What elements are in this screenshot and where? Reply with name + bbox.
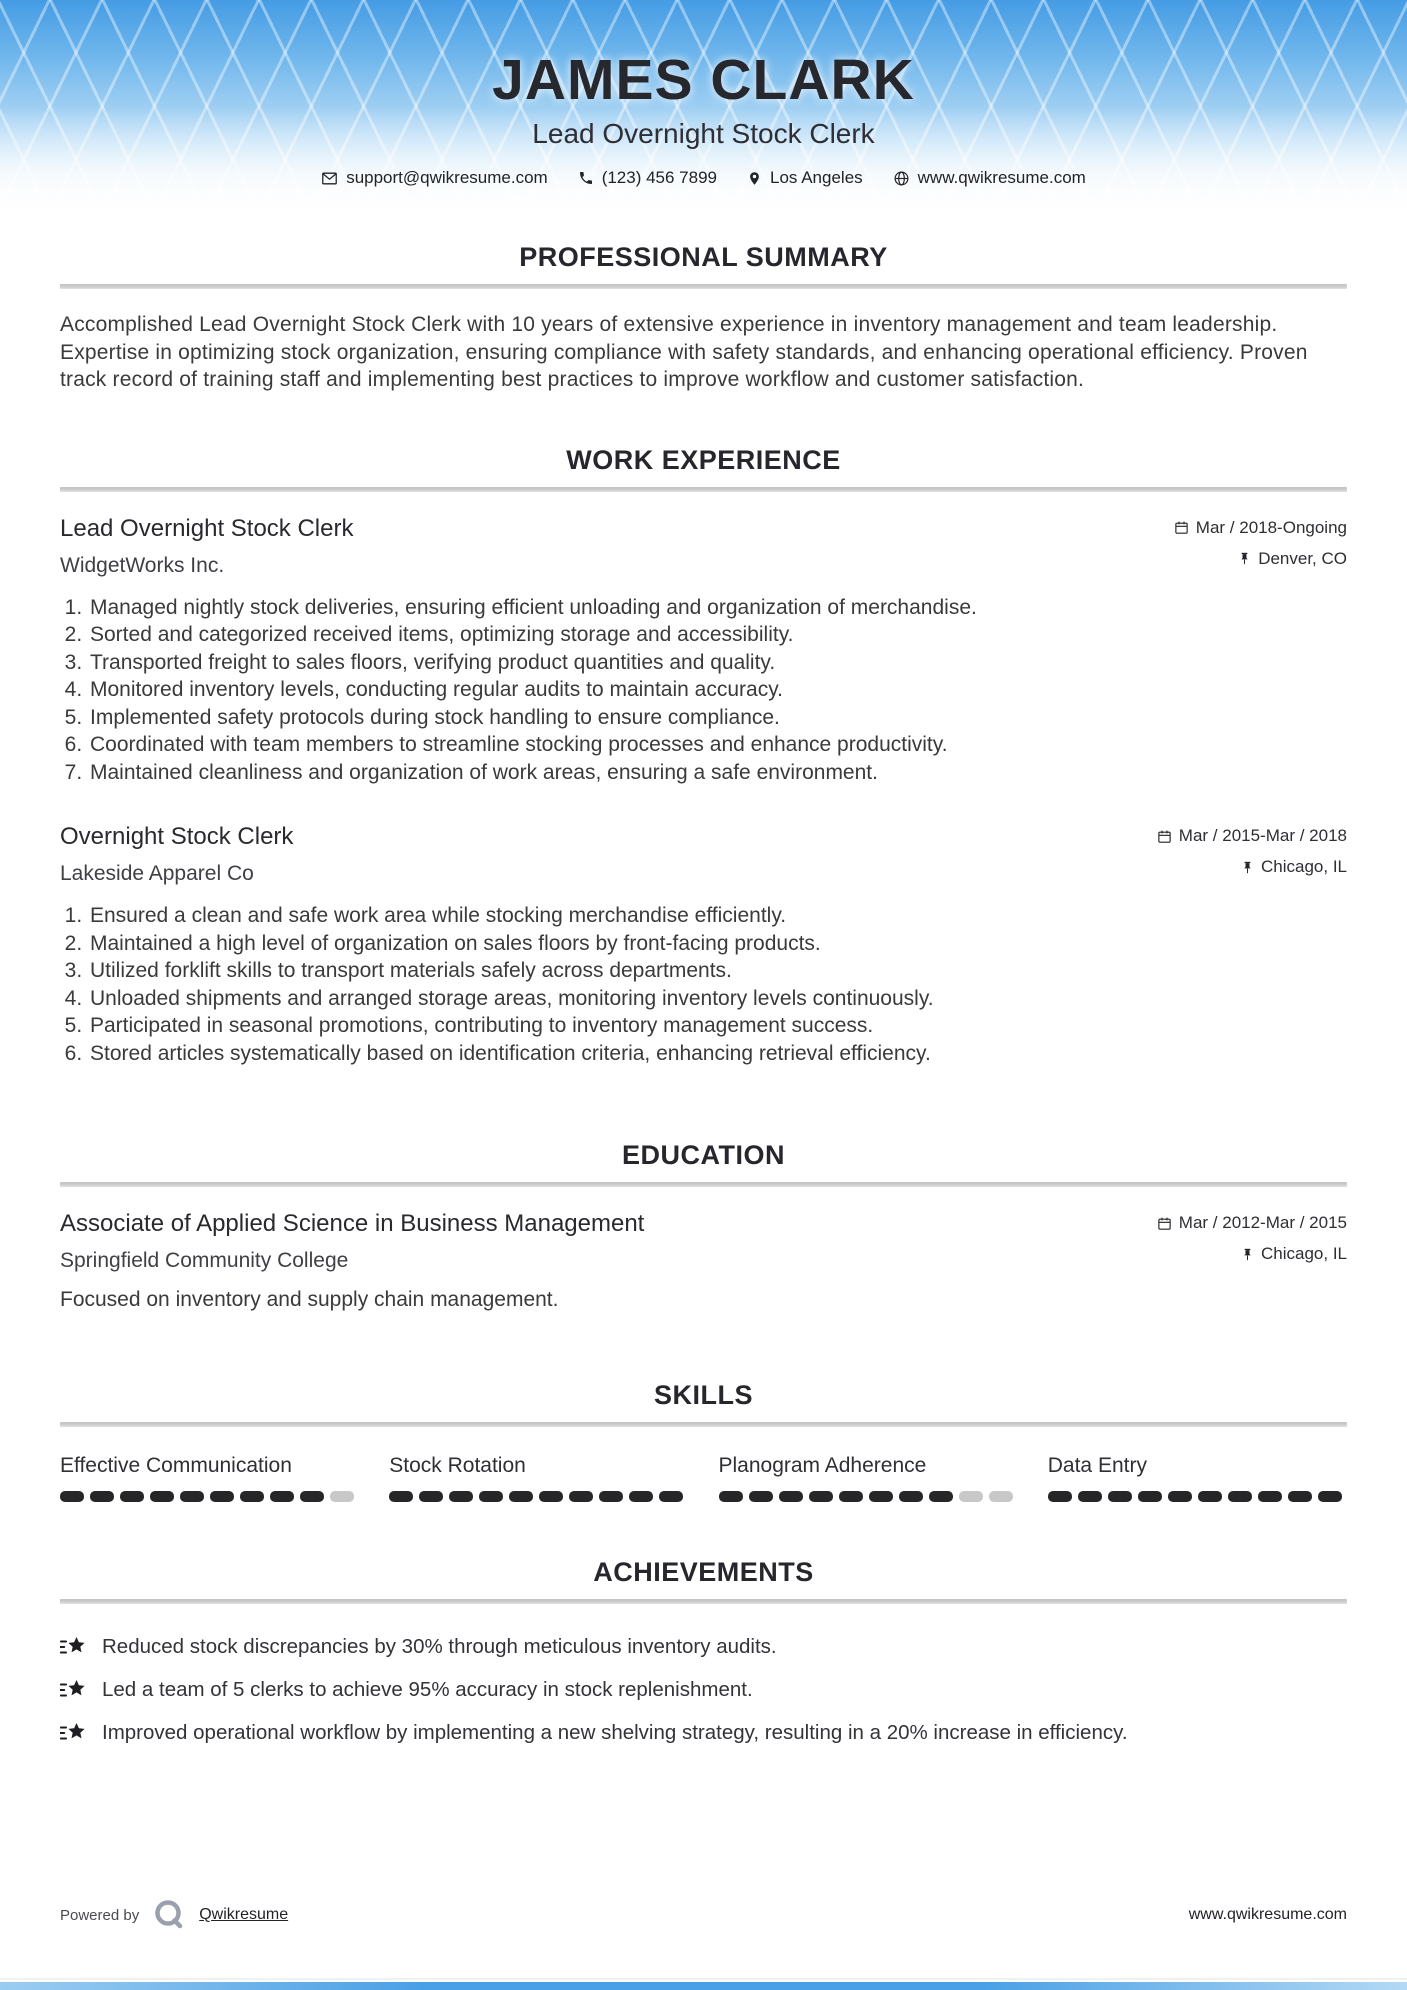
skill-bar-segment <box>719 1491 743 1502</box>
qwikresume-link[interactable]: Qwikresume <box>199 1906 289 1923</box>
experience-bullet: 7. Maintained cleanliness and organization of work areas, ensuring a safe environment. <box>88 759 1347 787</box>
skill-bar-segment <box>539 1491 563 1502</box>
skill-bar-segment <box>509 1491 533 1502</box>
skill-bar-segment <box>839 1491 863 1502</box>
contact-location <box>747 168 863 188</box>
achievement-star-icon <box>60 1634 87 1660</box>
skill-bar-segment <box>599 1491 623 1502</box>
skill-item <box>719 1453 1018 1502</box>
skill-bar-segment <box>1168 1491 1192 1502</box>
skill-bar-segment <box>449 1491 473 1502</box>
skill-bar-segment <box>629 1491 653 1502</box>
education-degree: Associate of Applied Science in Business Management <box>60 1210 645 1237</box>
experience-bullet: 3. Transported freight to sales floors, verifying product quantities and quality. <box>88 649 1347 677</box>
skill-level-bar <box>60 1491 359 1502</box>
footer-site-url[interactable]: www.qwikresume.com <box>1188 1906 1347 1923</box>
experience-bullet: 1. Managed nightly stock deliveries, ensuring efficient unloading and organization of merchandise. <box>88 594 1347 622</box>
skill-bar-segment <box>210 1491 234 1502</box>
job-role: Overnight Stock Clerk <box>60 823 294 850</box>
skill-level-bar <box>1048 1491 1347 1502</box>
achievement-text: Improved operational workflow by implementing a new shelving strategy, resulting in a 20% increase in efficiency. <box>102 1721 1128 1744</box>
calendar-icon <box>1157 1216 1172 1231</box>
education-location: Chicago, IL <box>1261 1244 1347 1263</box>
contact-email[interactable] <box>321 168 548 188</box>
powered-by <box>60 1897 288 1933</box>
section-title-education: EDUCATION <box>622 1140 785 1170</box>
achievement-item <box>60 1677 1347 1703</box>
skill-bar-segment <box>869 1491 893 1502</box>
skill-bar-segment <box>330 1491 354 1502</box>
section-skills <box>60 1379 1347 1502</box>
experience-bullet: 5. Participated in seasonal promotions, contributing to inventory management success. <box>88 1012 1347 1040</box>
job-dates: Mar / 2015-Mar / 2018 <box>1178 826 1347 845</box>
experience-bullet: 2. Sorted and categorized received items, optimizing storage and accessibility. <box>88 621 1347 649</box>
skill-bar-segment <box>1078 1491 1102 1502</box>
skill-bar-segment <box>479 1491 503 1502</box>
skill-bar-segment <box>1198 1491 1222 1502</box>
skill-bar-segment <box>899 1491 923 1502</box>
skills-grid <box>60 1453 1347 1502</box>
section-divider <box>60 1599 1347 1604</box>
section-divider <box>60 284 1347 289</box>
skill-bar-segment <box>389 1491 413 1502</box>
experience-bullet: 2. Maintained a high level of organization on sales floors by front-facing products. <box>88 930 1347 958</box>
header-banner <box>0 0 1407 215</box>
job-location: Denver, CO <box>1258 548 1347 568</box>
experience-bullet: 4. Unloaded shipments and arranged storage areas, monitoring inventory levels continuously. <box>88 985 1347 1013</box>
skill-bar-segment <box>929 1491 953 1502</box>
skill-bar-segment <box>1288 1491 1312 1502</box>
section-achievements <box>60 1556 1347 1746</box>
job-company: WidgetWorks Inc. <box>60 553 225 577</box>
skill-bar-segment <box>1108 1491 1132 1502</box>
skill-bar-segment <box>1318 1491 1342 1502</box>
calendar-icon <box>1174 520 1189 535</box>
powered-by-label: Powered by <box>60 1906 140 1924</box>
skill-name: Data Entry <box>1047 1454 1147 1477</box>
job-location: Chicago, IL <box>1261 857 1347 876</box>
job-entry-2 <box>60 822 1347 1067</box>
bottom-accent-bar <box>0 1982 1407 1990</box>
job-company: Lakeside Apparel Co <box>60 862 254 885</box>
globe-icon <box>893 170 910 187</box>
job-bullet-list <box>60 902 1347 1067</box>
education-school: Springfield Community College <box>60 1249 349 1272</box>
experience-bullet: 5. Implemented safety protocols during stock handling to ensure compliance. <box>88 704 1347 732</box>
skill-name: Effective Communication <box>60 1454 292 1477</box>
page-footer <box>0 1895 1407 1935</box>
achievement-text: Reduced stock discrepancies by 30% through meticulous inventory audits. <box>102 1635 777 1658</box>
skill-name: Planogram Adherence <box>718 1454 927 1477</box>
skill-bar-segment <box>1258 1491 1282 1502</box>
skill-item <box>60 1453 359 1502</box>
achievement-star-icon <box>60 1677 87 1703</box>
job-meta <box>1174 514 1347 569</box>
phone-icon <box>578 170 594 186</box>
skill-bar-segment <box>1228 1491 1252 1502</box>
section-title-professional-summary: PROFESSIONAL SUMMARY <box>519 242 888 272</box>
contact-phone-text: (123) 456 7899 <box>601 168 718 187</box>
contact-website-text: www.qwikresume.com <box>917 168 1086 187</box>
calendar-icon <box>1157 829 1172 844</box>
skill-item <box>1048 1453 1347 1502</box>
section-divider <box>60 1422 1347 1427</box>
skill-bar-segment <box>959 1491 983 1502</box>
job-bullet-list <box>60 594 1347 787</box>
section-professional-summary <box>60 241 1347 394</box>
experience-bullet: 6. Coordinated with team members to streamline stocking processes and enhance productivity. <box>88 731 1347 759</box>
skill-bar-segment <box>180 1491 204 1502</box>
skill-name: Stock Rotation <box>389 1454 526 1477</box>
pushpin-icon <box>1241 860 1254 875</box>
education-dates: Mar / 2012-Mar / 2015 <box>1178 1213 1347 1232</box>
skill-bar-segment <box>270 1491 294 1502</box>
job-entry-1 <box>60 514 1347 787</box>
skill-bar-segment <box>60 1491 84 1502</box>
education-note: Focused on inventory and supply chain management. <box>60 1288 559 1311</box>
skill-bar-segment <box>779 1491 803 1502</box>
skill-bar-segment <box>300 1491 324 1502</box>
skill-level-bar <box>719 1491 1018 1502</box>
skill-bar-segment <box>989 1491 1013 1502</box>
pushpin-icon <box>1238 551 1251 566</box>
summary-text: Accomplished Lead Overnight Stock Clerk with 10 years of extensive experience in inventory management and team leadership. Expertise in optimizing stock organization, ensuring compliance with safety standards, and enhancing operational efficiency. Proven track record of training staff and implementing best practices to improve workflow and customer satisfaction. <box>60 313 1308 391</box>
pushpin-icon <box>1241 1247 1254 1262</box>
skill-bar-segment <box>659 1491 683 1502</box>
skill-level-bar <box>389 1491 688 1502</box>
skill-bar-segment <box>1138 1491 1162 1502</box>
contact-location-text: Los Angeles <box>770 168 863 187</box>
experience-bullet: 3. Utilized forklift skills to transport materials safely across departments. <box>88 957 1347 985</box>
experience-bullet: 6. Stored articles systematically based on identification criteria, enhancing retrieval efficiency. <box>88 1040 1347 1068</box>
skill-bar-segment <box>809 1491 833 1502</box>
experience-bullet: 4. Monitored inventory levels, conducting regular audits to maintain accuracy. <box>88 676 1347 704</box>
section-work-experience <box>60 444 1347 1068</box>
job-dates: Mar / 2018-Ongoing <box>1195 517 1347 537</box>
skill-bar-segment <box>120 1491 144 1502</box>
achievement-list <box>60 1634 1347 1746</box>
section-title-achievements: ACHIEVEMENTS <box>593 1557 814 1587</box>
experience-bullet: 1. Ensured a clean and safe work area while stocking merchandise efficiently. <box>88 902 1347 930</box>
achievement-item <box>60 1720 1347 1746</box>
section-education <box>60 1139 1347 1313</box>
skill-bar-segment <box>1048 1491 1072 1502</box>
candidate-name: JAMES CLARK <box>492 48 915 112</box>
section-title-work-experience: WORK EXPERIENCE <box>566 444 841 475</box>
skill-item <box>389 1453 688 1502</box>
skill-bar-segment <box>240 1491 264 1502</box>
achievement-item <box>60 1634 1347 1660</box>
location-pin-icon <box>747 170 762 187</box>
achievement-text: Led a team of 5 clerks to achieve 95% accuracy in stock replenishment. <box>102 1678 753 1701</box>
job-role: Lead Overnight Stock Clerk <box>60 514 354 542</box>
candidate-job-title: Lead Overnight Stock Clerk <box>532 118 875 149</box>
skill-bar-segment <box>749 1491 773 1502</box>
job-meta <box>1157 822 1347 877</box>
envelope-icon <box>321 170 338 187</box>
section-title-skills: SKILLS <box>653 1380 753 1410</box>
contact-phone[interactable] <box>578 168 717 188</box>
section-divider <box>60 1182 1347 1187</box>
section-divider <box>60 487 1347 492</box>
skill-bar-segment <box>569 1491 593 1502</box>
achievement-star-icon <box>60 1720 87 1746</box>
qwikresume-q-icon <box>151 1897 187 1933</box>
skill-bar-segment <box>150 1491 174 1502</box>
resume-body <box>0 241 1407 1746</box>
skill-bar-segment <box>419 1491 443 1502</box>
education-meta <box>1157 1209 1347 1264</box>
contact-website[interactable] <box>893 168 1086 188</box>
contact-email-text: support@qwikresume.com <box>346 168 548 187</box>
contact-row <box>0 168 1407 188</box>
page-edge-line <box>0 1978 1407 1980</box>
skill-bar-segment <box>90 1491 114 1502</box>
